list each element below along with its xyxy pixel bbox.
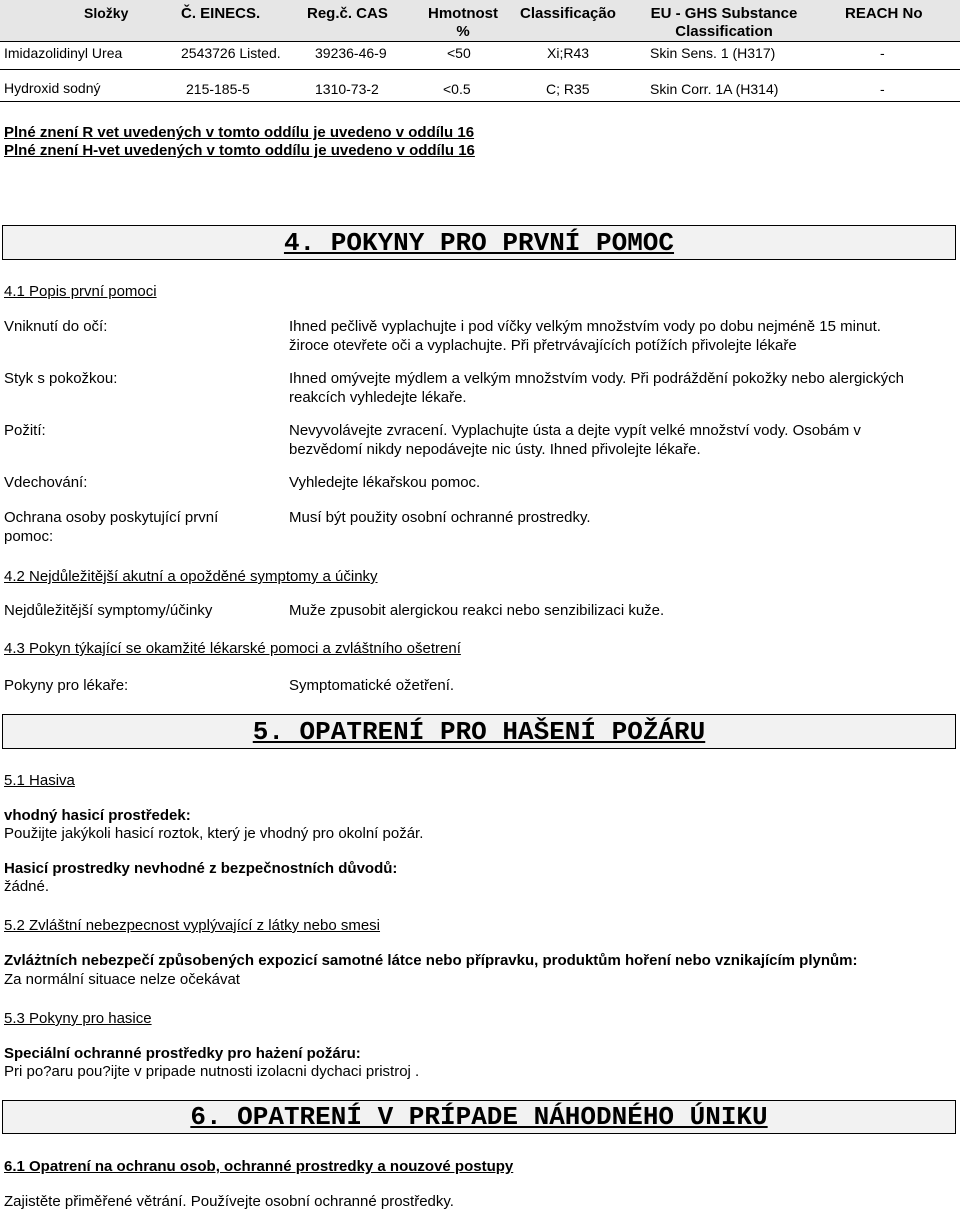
table-row-divider [0,69,960,70]
unsuitable-media-label: Hasicí prostredky nevhodné z bezpečnostních důvodů: [4,860,398,877]
col-header-eu-ghs-line1: EU - GHS Substance [650,5,798,22]
skin-contact-label: Styk s pokožkou: [4,370,118,387]
cell-classificacao: C; R35 [546,81,590,97]
section-4-1-heading: 4.1 Popis první pomoci [4,283,157,300]
cell-einecs: 215-185-5 [186,81,250,97]
col-header-eu-ghs [634,5,814,41]
special-hazards-text: Za normální situace nelze očekávat [4,971,240,988]
doctor-notes-text: Symptomatické ožetření. [289,677,455,694]
eye-contact-text-1: Ihned pečlivě vyplachujte i pod víčky velkým množstvím vody po dobu nejméně 15 minut. [289,318,881,335]
symptoms-text: Muže zpusobit alergickou reakci nebo senzibilizaci kuže. [289,602,665,619]
unsuitable-media-text: žádné. [4,878,50,895]
h-phrases-note: Plné znení H-vet uvedených v tomto oddílu je uvedeno v oddílu 16 [4,142,475,159]
table-row-divider [0,41,960,42]
suitable-media-label: vhodný hasicí prostředek: [4,807,191,824]
cell-hmotnost: <50 [447,45,471,61]
cell-name: Hydroxid sodný [4,80,101,96]
section-5-2-heading: 5.2 Zvláštní nebezpecnost vyplývající z látky nebo smesi [4,917,381,934]
cell-hmotnost: <0.5 [443,81,471,97]
col-header-hmotnost [418,5,508,41]
special-hazards-label: Zvláżtních nebezpečí způsobených expozicí samotné látce nebo přípravku, produktům hoření nebo vznikajícím plynům: [4,952,858,969]
table-bottom-rule [0,101,960,102]
section-5-1-heading: 5.1 Hasiva [4,772,75,789]
cell-reach: - [880,45,885,61]
cell-cas: 1310-73-2 [315,81,379,97]
cell-reach: - [880,81,885,97]
col-header-einecs: Č. EINECS. [181,5,261,22]
first-aider-protection-label-1: Ochrana osoby poskytující první [4,509,219,526]
col-header-reach: REACH No [845,5,923,22]
cell-ghs: Skin Sens. 1 (H317) [650,45,776,61]
r-phrases-note: Plné znení R vet uvedených v tomto oddílu je uvedeno v oddílu 16 [4,124,475,141]
col-header-hmotnost-line2: % [456,23,470,40]
protective-equipment-label: Speciální ochranné prostředky pro hażení požáru: [4,1045,361,1062]
col-header-classificacao: Classificação [520,5,616,22]
first-aider-protection-label-2: pomoc: [4,528,54,545]
section-6-1-text: Zajistěte přiměřené větrání. Používejte osobní ochranné prostředky. [4,1193,454,1210]
ingestion-text-2: bezvědomí nikdy nepodávejte nic ústy. Ihned přivolejte lékaře. [289,441,701,458]
ingestion-text-1: Nevyvolávejte zvracení. Vyplachujte ústa a dejte vypít velké množství vody. Osobám v [289,422,861,439]
section-4-title: 4. POKYNY PRO PRVNÍ POMOC [2,225,956,260]
section-6-title: 6. OPATRENÍ V PRÍPADE NÁHODNÉHO ÚNIKU [2,1100,956,1134]
skin-contact-text-2: reakcích vyhledejte lékaře. [289,389,467,406]
cell-cas: 39236-46-9 [315,45,387,61]
cell-name: Imidazolidinyl Urea [4,45,123,61]
col-header-slozky: Složky [84,5,129,21]
cell-einecs: 2543726 Listed. [181,45,281,61]
col-header-eu-ghs-line2: Classification [675,23,773,40]
section-6-1-heading: 6.1 Opatrení na ochranu osob, ochranné prostredky a nouzové postupy [4,1158,514,1175]
skin-contact-text-1: Ihned omývejte mýdlem a velkým množstvím vody. Při podráždění pokožky nebo alergických [289,370,904,387]
cell-classificacao: Xi;R43 [547,45,590,61]
section-4-2-heading: 4.2 Nejdůležitější akutní a opožděné symptomy a účinky [4,568,378,585]
section-4-3-heading: 4.3 Pokyn týkající se okamžité lékarské pomoci a zvláštního ošetrení [4,640,461,657]
protective-equipment-text: Pri po?aru pou?ijte v pripade nutnosti izolacni dychaci pristroj . [4,1063,420,1080]
eye-contact-text-2: žiroce otevřete oči a vyplachujte. Při přetrvávajících potížích přivolejte lékaře [289,337,797,354]
section-5-title: 5. OPATRENÍ PRO HAŠENÍ POŽÁRU [2,714,956,749]
suitable-media-text: Použijte jakýkoli hasicí roztok, který je vhodný pro okolní požár. [4,825,424,842]
ingestion-label: Požití: [4,422,46,439]
inhalation-label: Vdechování: [4,474,88,491]
symptoms-label: Nejdůležitější symptomy/účinky [4,602,213,619]
section-5-3-heading: 5.3 Pokyny pro hasice [4,1010,152,1027]
first-aider-protection-text: Musí být použity osobní ochranné prostredky. [289,509,591,526]
col-header-cas: Reg.č. CAS [307,5,388,22]
cell-ghs: Skin Corr. 1A (H314) [650,81,779,97]
inhalation-text: Vyhledejte lékařskou pomoc. [289,474,481,491]
col-header-hmotnost-line1: Hmotnost [428,5,498,22]
eye-contact-label: Vniknutí do očí: [4,318,108,335]
doctor-notes-label: Pokyny pro lékaře: [4,677,129,694]
